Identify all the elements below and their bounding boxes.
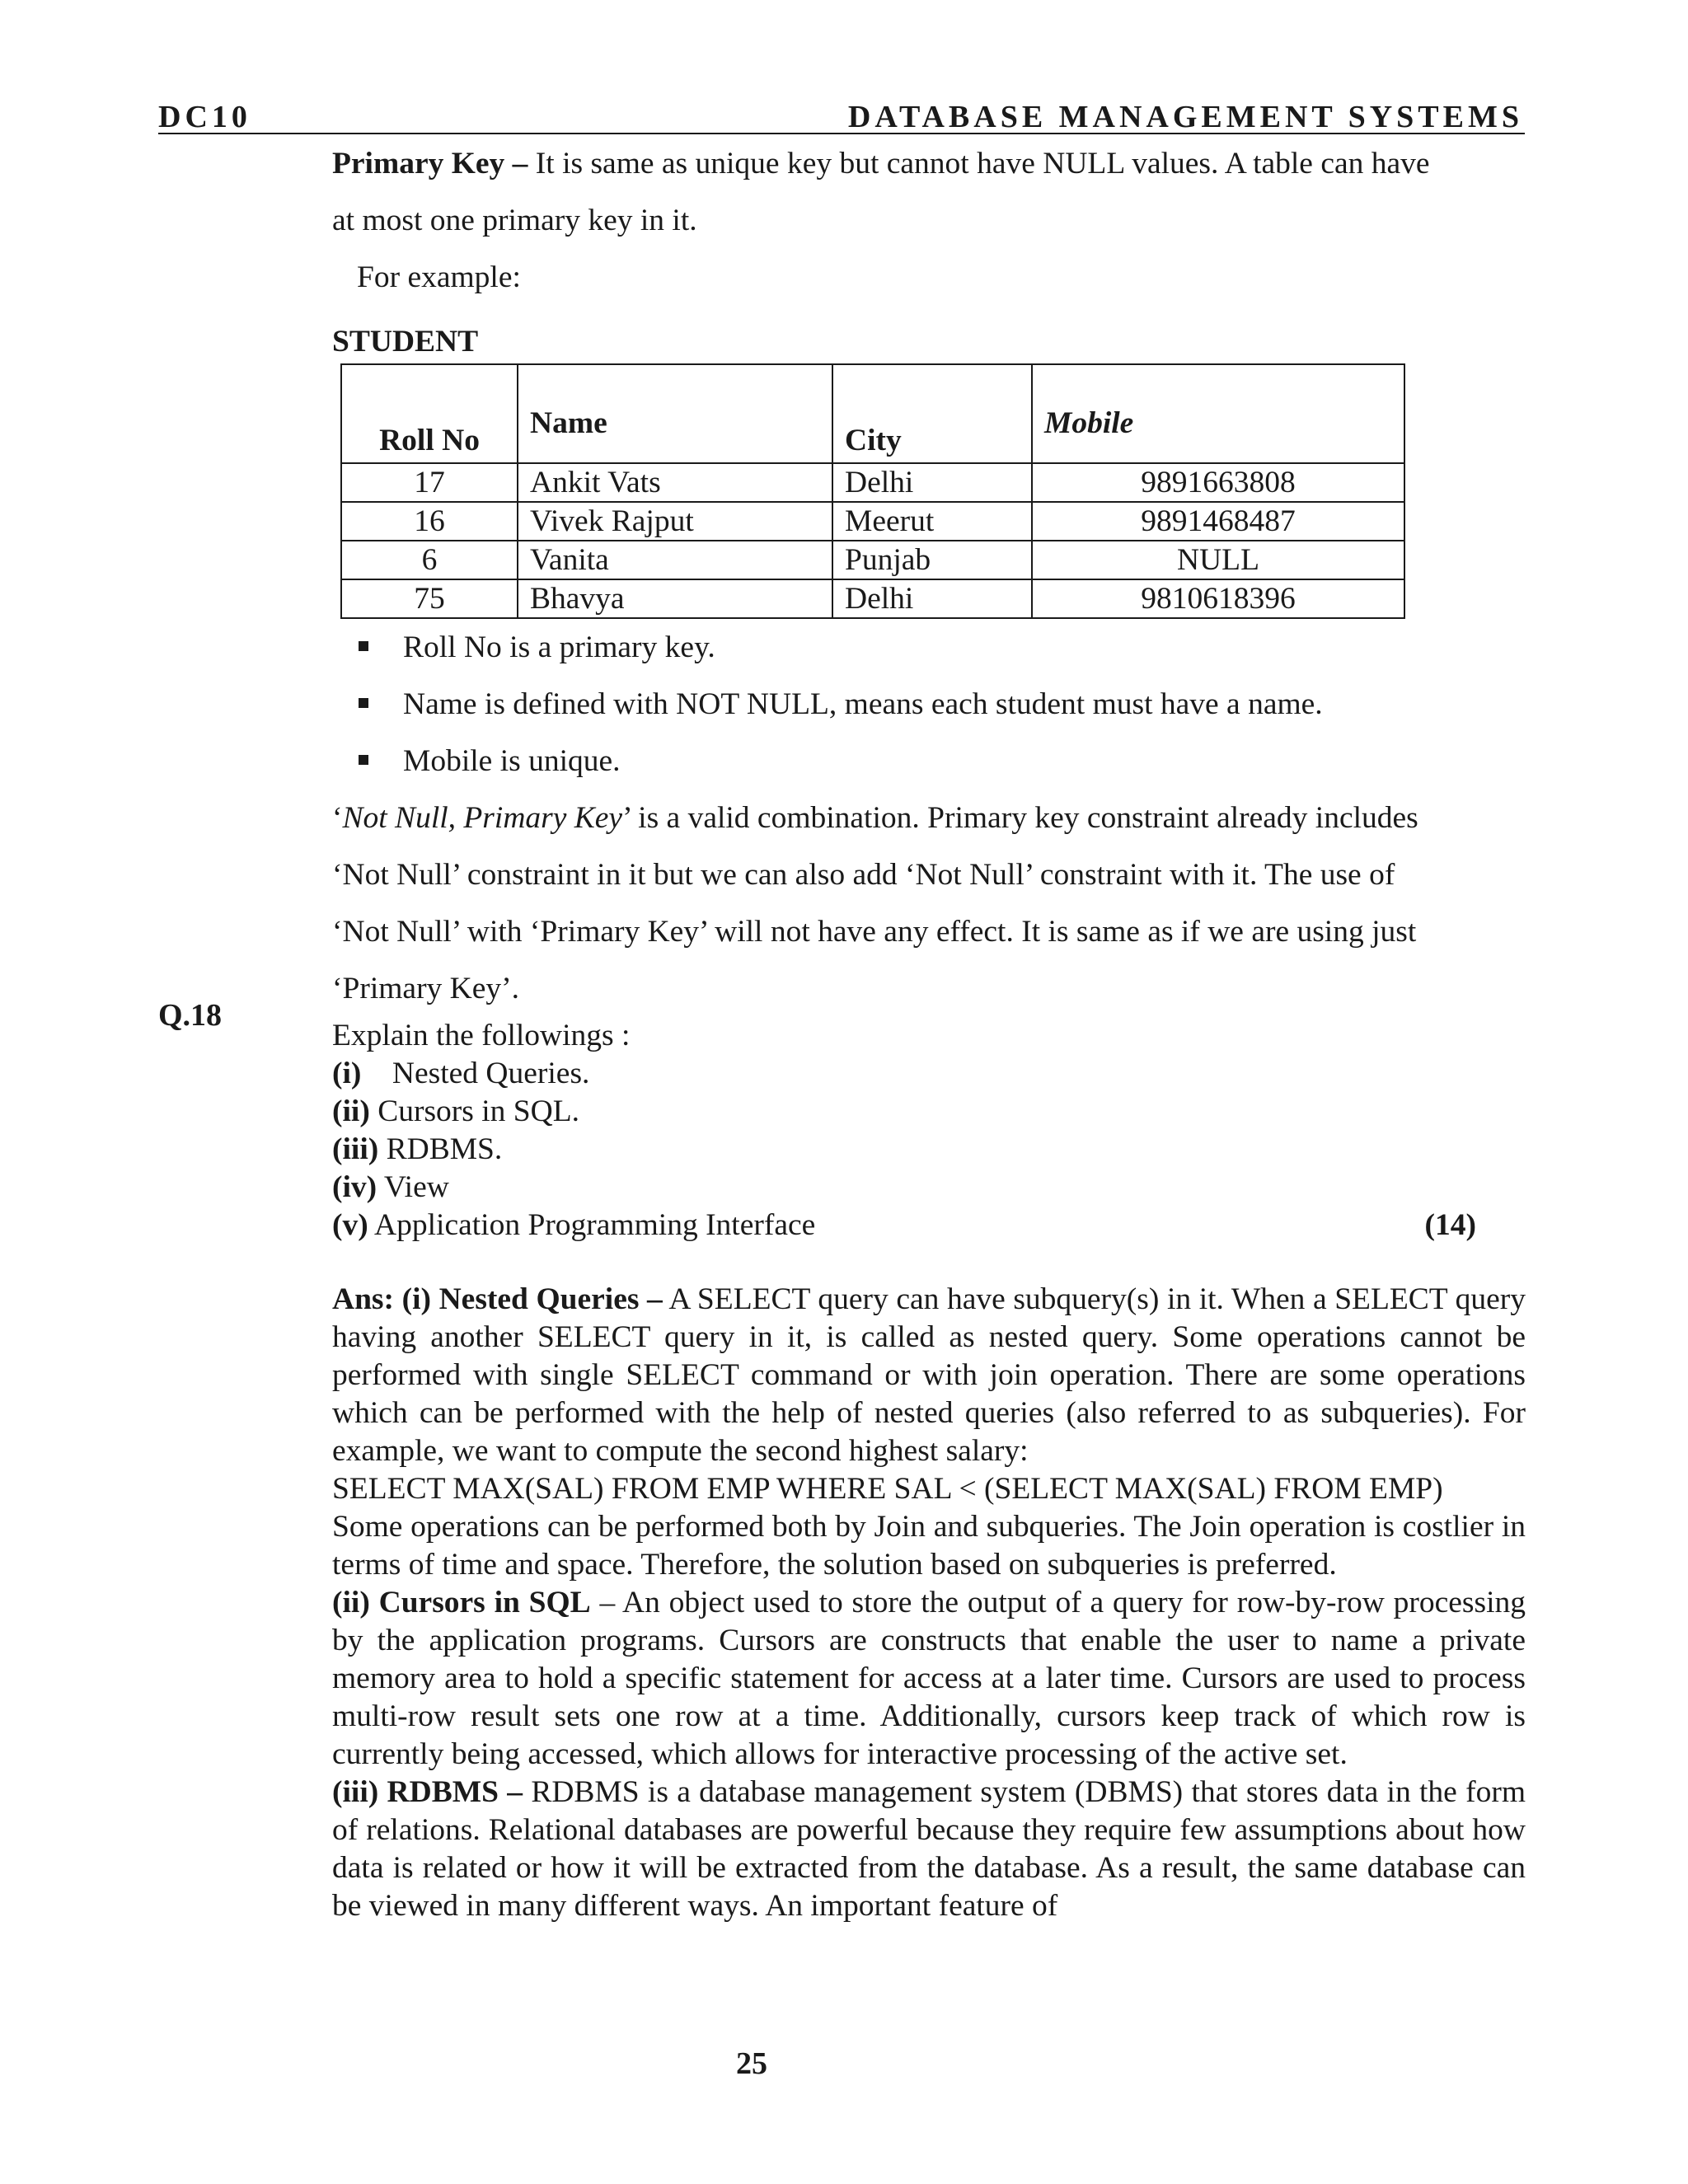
header-rule: [158, 133, 1525, 134]
student-table-label: STUDENT: [332, 325, 479, 359]
question-block: [332, 1017, 1526, 1244]
not-null-line3: ‘Not Null’ with ‘Primary Key’ will not have any effect. It is same as if we are using just: [332, 915, 1417, 949]
item-number: (iv): [332, 1170, 377, 1204]
answer-block: [332, 1281, 1526, 1925]
question-number: Q.18: [158, 998, 223, 1033]
item-number: (ii): [332, 1094, 370, 1128]
primary-key-line2: at most one primary key in it.: [332, 204, 697, 237]
cell-city: Delhi: [832, 463, 1032, 502]
not-null-line2: ‘Not Null’ constraint in it but we can also add ‘Not Null’ constraint with it. The use of: [332, 858, 1395, 892]
item-text: Nested Queries.: [392, 1057, 590, 1090]
student-table: [340, 363, 1405, 619]
answer-cursors-para: [332, 1584, 1526, 1774]
answer-prefix: Ans: (i) Nested Queries –: [332, 1282, 663, 1316]
list-item: Roll No is a primary key.: [357, 619, 1526, 676]
cell-roll-no: 6: [341, 541, 518, 579]
cursors-label: (ii) Cursors in SQL: [332, 1586, 591, 1619]
header-city: City: [832, 364, 1032, 463]
question-prompt: Explain the followings :: [332, 1019, 631, 1052]
question-item: [332, 1131, 1526, 1169]
primary-key-line1: It is same as unique key but cannot have NULL values. A table can have: [528, 147, 1430, 180]
question-item: [332, 1055, 1526, 1093]
nested-text2: Some operations can be performed both by Join and subqueries. The Join operation is costlier in terms of time and space. Therefore, the solution based on subqueries is preferred.: [332, 1510, 1526, 1582]
list-item: Name is defined with NOT NULL, means each student must have a name.: [357, 676, 1526, 733]
item-number: (iii): [332, 1132, 379, 1166]
not-null-line1: [332, 790, 1526, 846]
cell-mobile: NULL: [1032, 541, 1404, 579]
nested-text: A SELECT query can have subquery(s) in it. When a SELECT query having another SELECT query in it, is called as nested query. Some operations cannot be performed with single SELECT command or with join operation. There are some operations which can be performed with the help of nested queries (also referred to as subqueries). For example, we want to compute the second highest salary:: [332, 1282, 1526, 1468]
question-marks: (14): [1424, 1208, 1476, 1242]
question-item: [332, 1093, 1526, 1131]
cell-mobile: 9891663808: [1032, 463, 1404, 502]
not-null-italic: Not Null, Primary Key: [342, 801, 623, 835]
cell-city: Punjab: [832, 541, 1032, 579]
cell-name: Vivek Rajput: [518, 502, 832, 541]
cell-name: Bhavya: [518, 579, 832, 618]
rdbms-label: (iii) RDBMS –: [332, 1775, 523, 1809]
table-row: [341, 502, 1404, 541]
cell-city: Meerut: [832, 502, 1032, 541]
not-null-line1-rest: ’ is a valid combination. Primary key constraint already includes: [622, 801, 1418, 835]
item-text: Application Programming Interface: [368, 1208, 816, 1242]
cell-roll-no: 16: [341, 502, 518, 541]
question-item: [332, 1207, 1526, 1244]
cell-name: Vanita: [518, 541, 832, 579]
item-text: View: [377, 1170, 449, 1204]
table-row: [341, 579, 1404, 618]
page-number: 25: [736, 2046, 767, 2081]
table-row: [341, 541, 1404, 579]
header-code: DC10: [158, 100, 251, 134]
answer-rdbms-para: [332, 1774, 1526, 1925]
cell-city: Delhi: [832, 579, 1032, 618]
item-text: RDBMS.: [378, 1132, 503, 1166]
table-header-row: [341, 364, 1404, 463]
question-item: [332, 1169, 1526, 1207]
header-mobile: Mobile: [1032, 364, 1404, 463]
example-intro: For example:: [357, 260, 521, 294]
cell-mobile: 9810618396: [1032, 579, 1404, 618]
cursors-text: – An object used to store the output of a query for row-by-row processing by the application programs. Cursors are constructs that enable the user to name a private memory area to hold a specific statement for access at a later time. Cursors are used to process multi-row result sets one row at a time. Additionally, cursors keep track of which row is currently being accessed, which allows for interactive processing of the active set.: [332, 1586, 1526, 1771]
table-row: [341, 463, 1404, 502]
cell-name: Ankit Vats: [518, 463, 832, 502]
cell-roll-no: 75: [341, 579, 518, 618]
open-quote: ‘: [332, 801, 343, 835]
item-text: Cursors in SQL.: [369, 1094, 580, 1128]
header-title: DATABASE MANAGEMENT SYSTEMS: [847, 100, 1523, 134]
list-item: Mobile is unique.: [357, 733, 1526, 790]
primary-key-definition: [332, 135, 1526, 192]
item-number: (v): [332, 1208, 368, 1242]
not-null-line4: ‘Primary Key’.: [332, 972, 520, 1005]
cell-roll-no: 17: [341, 463, 518, 502]
notes-list: [332, 619, 1526, 790]
header-roll-no: Roll No: [341, 364, 518, 463]
primary-key-term: Primary Key –: [332, 147, 528, 180]
page-content: [332, 135, 1526, 1925]
header-name: Name: [518, 364, 832, 463]
sql-example: SELECT MAX(SAL) FROM EMP WHERE SAL < (SELECT MAX(SAL) FROM EMP): [332, 1472, 1443, 1506]
answer-nested-para: [332, 1281, 1526, 1470]
item-number: (i): [332, 1057, 362, 1090]
cell-mobile: 9891468487: [1032, 502, 1404, 541]
rdbms-text: RDBMS is a database management system (DBMS) that stores data in the form of relations. Relational databases are powerful because they require few assumptions about how data is related or how it will be extracted from the database. As a result, the same database can be viewed in many different ways. An important feature of: [332, 1775, 1526, 1923]
